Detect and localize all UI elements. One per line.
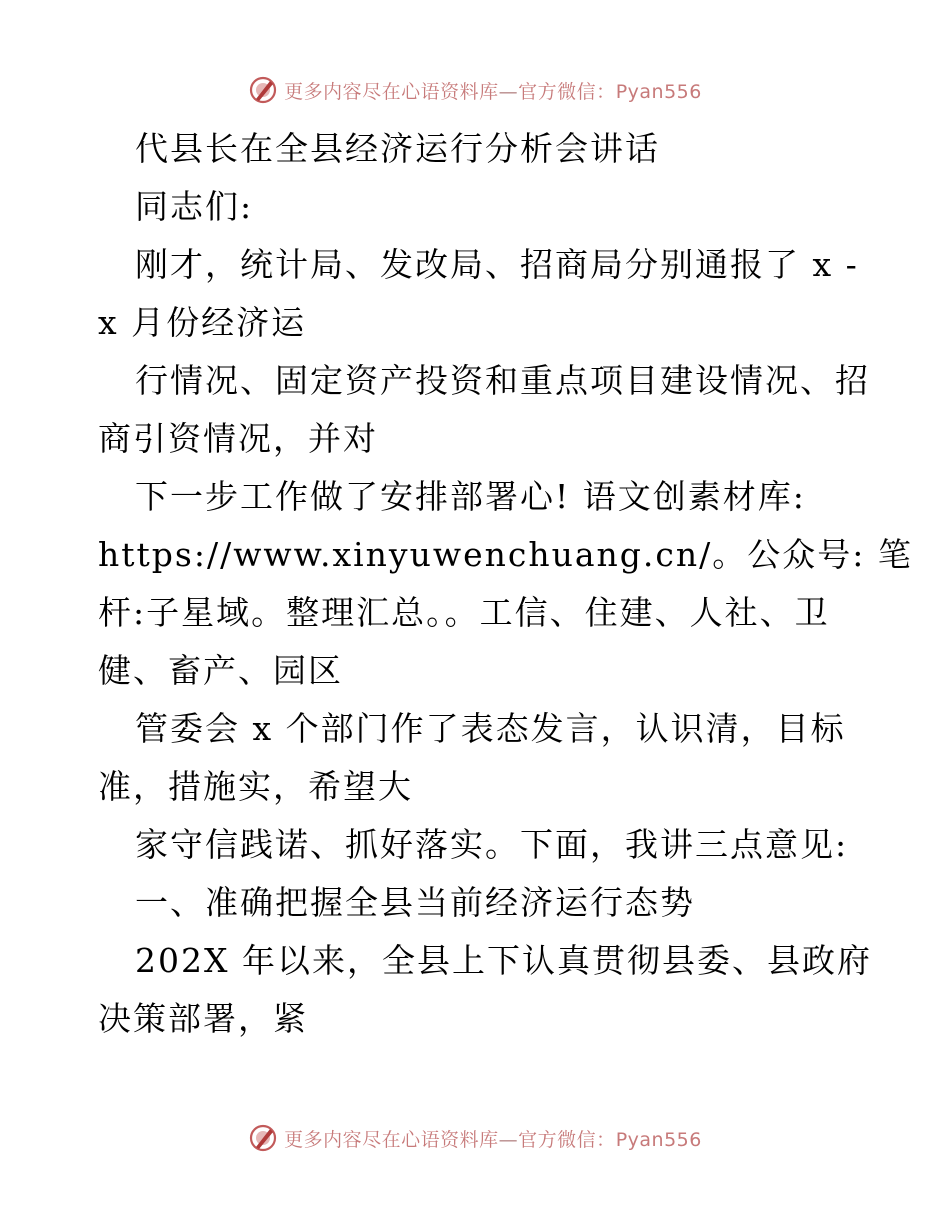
- text-line: 管委会 x 个部门作了表态发言，认识清，目标: [135, 709, 846, 748]
- footer-watermark-banner: [0, 1118, 950, 1158]
- text-line: 决策部署，紧: [98, 999, 308, 1038]
- text-line: 行情况、固定资产投资和重点项目建设情况、招: [135, 361, 870, 400]
- text-line: 刚才，统计局、发改局、招商局分别通报了 x -: [135, 245, 859, 284]
- header-watermark-banner: [0, 70, 950, 110]
- text-line: 杆:子星域。整理汇总。。工信、住建、人社、卫: [98, 593, 830, 632]
- text-line: 家守信践诺、抓好落实。下面，我讲三点意见:: [135, 825, 849, 864]
- text-line: 一、准确把握全县当前经济运行态势: [135, 883, 695, 922]
- watermark-text: 更多内容尽在心语资料库—官方微信：Pyan556: [284, 1128, 702, 1151]
- text-line: 202X 年以来，全县上下认真贯彻县委、县政府: [135, 941, 872, 980]
- pen-circle-logo-icon: [248, 75, 278, 105]
- text-line: 健、畜产、园区: [98, 651, 343, 690]
- text-line: 商引资情况，并对: [98, 419, 378, 458]
- text-line: x 月份经济运: [98, 303, 307, 342]
- watermark-text: 更多内容尽在心语资料库—官方微信：Pyan556: [284, 80, 702, 103]
- text-line: 下一步工作做了安排部署心! 语文创素材库:: [135, 477, 806, 516]
- text-line: 代县长在全县经济运行分析会讲话: [135, 129, 660, 168]
- text-line: https://www.xinyuwenchuang.cn/。公众号: 笔: [98, 535, 913, 574]
- pen-circle-logo-icon: [248, 1123, 278, 1153]
- text-line: 同志们:: [135, 187, 254, 226]
- text-line: 准，措施实，希望大: [98, 767, 413, 806]
- document-body: [98, 120, 913, 1048]
